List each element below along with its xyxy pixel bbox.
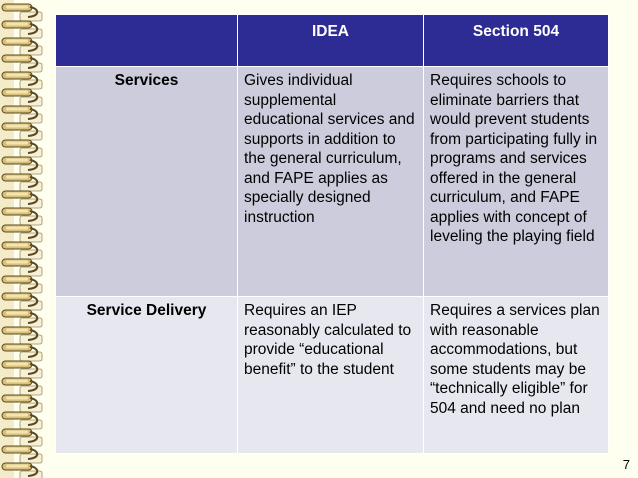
table-row-services [56, 67, 609, 297]
row-label-service-delivery: Service Delivery [56, 297, 238, 454]
services-idea-cell: Gives individual supplemental educational services and supports in addition to the general curriculum, and FAPE applies as specially designed instruction [238, 67, 424, 297]
table-row-service-delivery [56, 297, 609, 454]
header-idea: IDEA [238, 15, 424, 67]
comparison-table [55, 14, 609, 454]
row-label-services: Services [56, 67, 238, 297]
service-delivery-idea-cell: Requires an IEP reasonably calculated to provide “educational benefit” to the student [238, 297, 424, 454]
header-blank-cell [56, 15, 238, 67]
spiral-binding-icon [0, 0, 44, 478]
services-504-cell: Requires schools to eliminate barriers that would prevent students from participating fully in programs and services offered in the general curriculum, and FAPE applies with concept of leveling the playing field [424, 67, 609, 297]
header-section-504: Section 504 [424, 15, 609, 67]
header-row [56, 15, 609, 67]
service-delivery-504-cell: Requires a services plan with reasonable accommodations, but some students may be “technically eligible” for 504 and need no plan [424, 297, 609, 454]
page-number: 7 [622, 457, 630, 472]
